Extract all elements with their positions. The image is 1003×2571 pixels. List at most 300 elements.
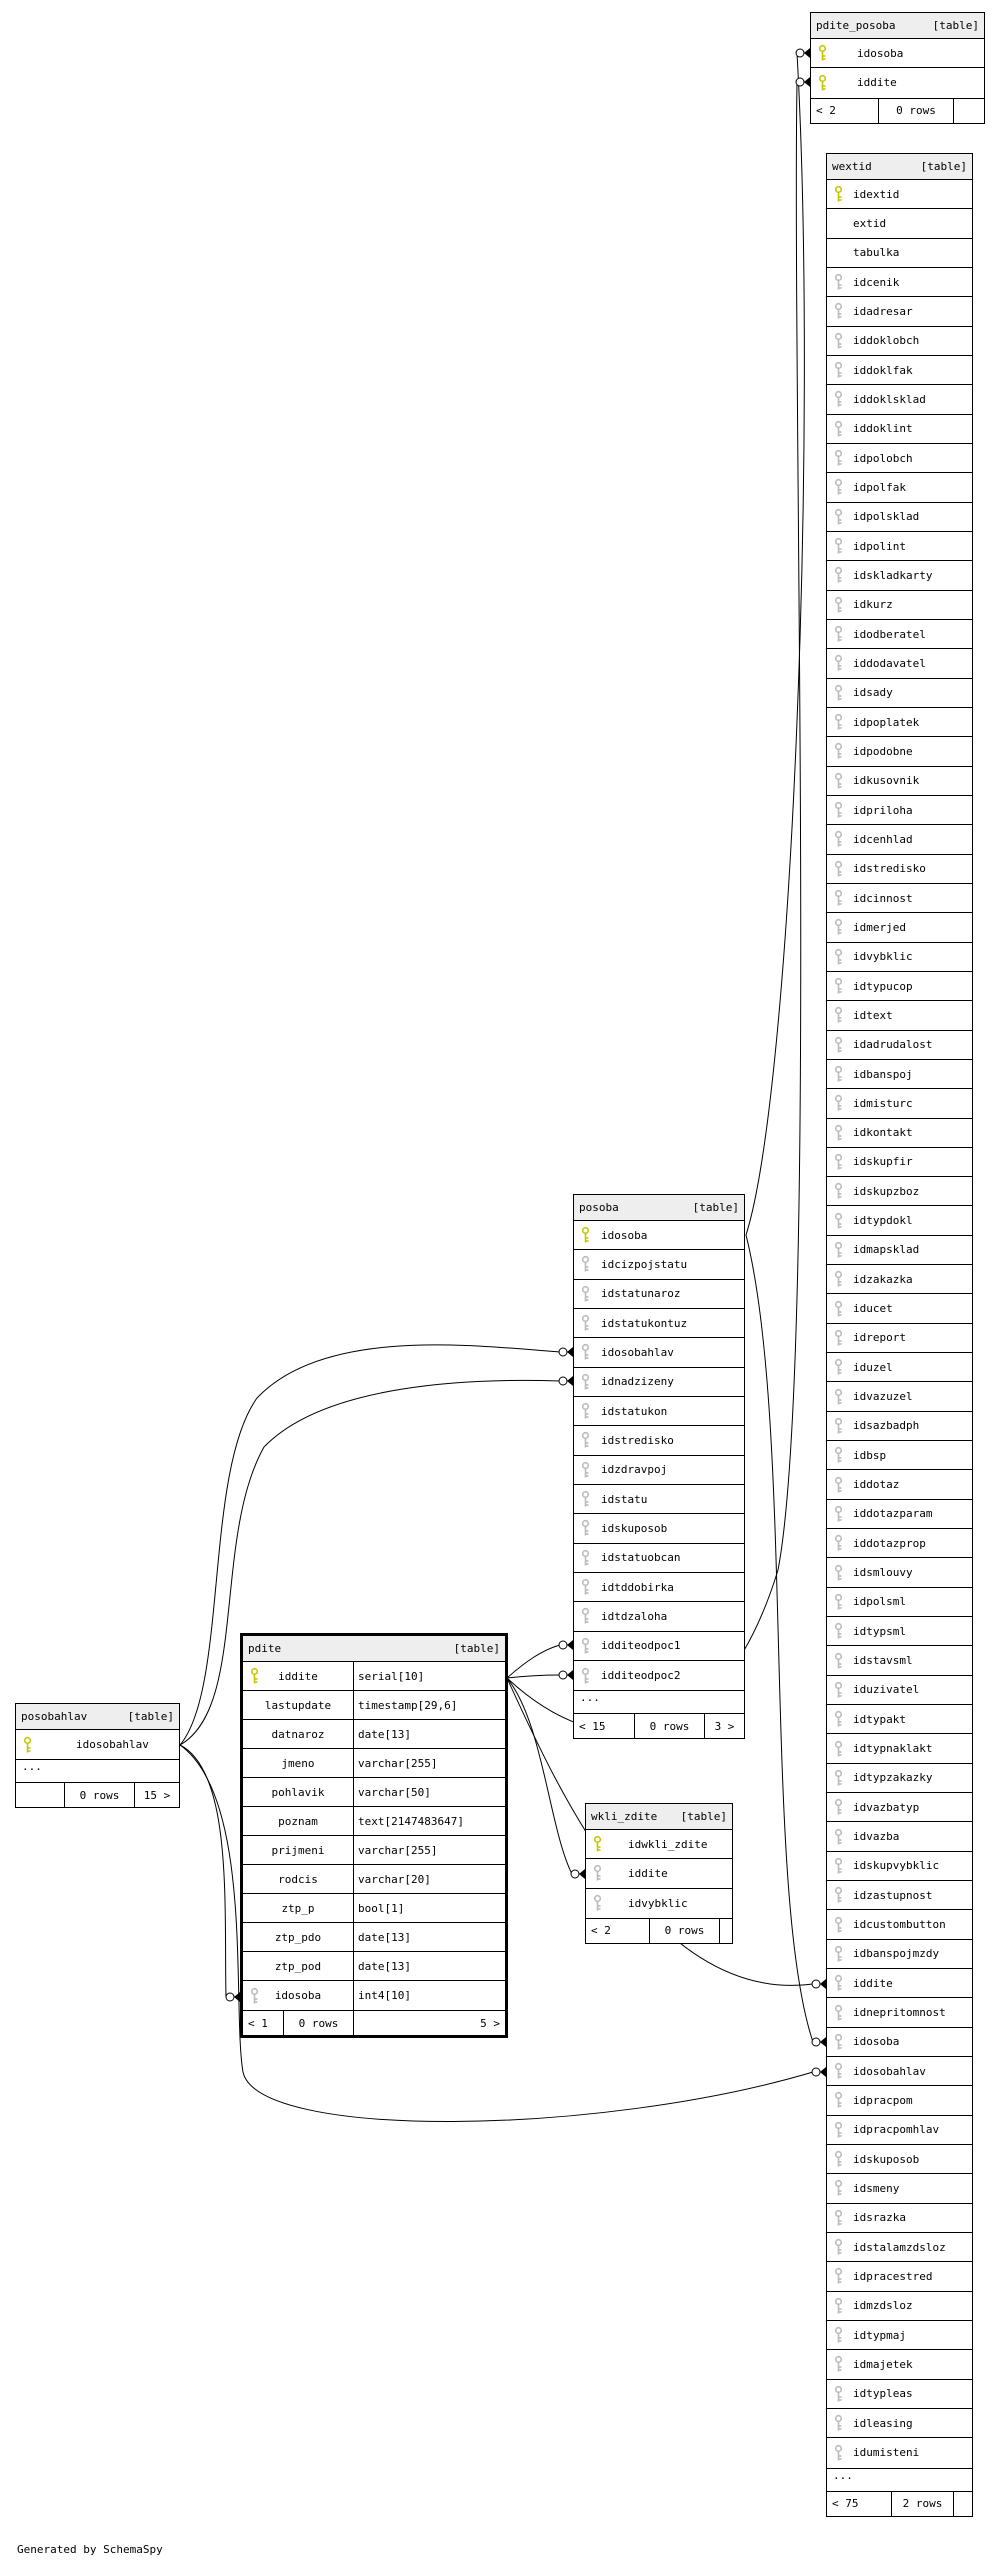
column-type: varchar[255]: [358, 1756, 438, 1770]
column-name: iddotaz: [853, 1478, 900, 1492]
column-name: idstredisko: [853, 862, 926, 876]
column-name: idskupzboz: [853, 1184, 920, 1198]
column-list: [16, 1730, 179, 1759]
column-row-iddite: [827, 1969, 972, 1998]
column-name: idkurz: [853, 598, 893, 612]
column-name: idpracestred: [853, 2269, 933, 2283]
column-row-idadrudalost: [827, 1031, 972, 1060]
foreign-key-icon: [834, 919, 843, 936]
column-row-iddotazprop: [827, 1529, 972, 1558]
column-row-idmajetek: [827, 2350, 972, 2379]
column-name: idtddobirka: [601, 1580, 674, 1594]
foreign-key-icon: [834, 1828, 843, 1845]
foreign-key-icon: [834, 1887, 843, 1904]
foreign-key-icon: [834, 1447, 843, 1464]
foreign-key-icon: [834, 2415, 843, 2432]
column-name: poznam: [278, 1814, 318, 1828]
table-name: pdite: [248, 1642, 282, 1655]
foreign-key-icon: [581, 1491, 590, 1508]
column-name: idkontakt: [853, 1126, 913, 1140]
column-name: idstatukontuz: [601, 1316, 688, 1330]
column-row-jmeno: [243, 1749, 505, 1778]
primary-key-icon: [834, 186, 843, 203]
foreign-key-icon: [581, 1637, 590, 1654]
column-row-poznam: [243, 1807, 505, 1836]
paging-prev-cell: < 75: [832, 2497, 859, 2511]
foreign-key-icon: [834, 1681, 843, 1698]
column-name: ztp_p: [281, 1901, 315, 1915]
column-row-idstatuobcan: [574, 1544, 744, 1573]
column-name: idtypucop: [853, 979, 913, 993]
column-name: idbsp: [853, 1448, 887, 1462]
zero-or-one-circle: [812, 2068, 820, 2076]
foreign-key-icon: [834, 890, 843, 907]
table-footer: [811, 98, 984, 123]
foreign-key-icon: [834, 831, 843, 848]
column-row-idsmlouvy: [827, 1558, 972, 1587]
column-row-idkontakt: [827, 1119, 972, 1148]
table-footer: [16, 1782, 179, 1807]
column-row-idtypsml: [827, 1617, 972, 1646]
foreign-key-icon: [581, 1549, 590, 1566]
column-row-idvazbatyp: [827, 1793, 972, 1822]
relationship-edge-pdite-iddite_to_posoba-idditeodpoc2: [507, 1670, 573, 1680]
table-title-posobahlav[interactable]: [16, 1704, 179, 1730]
column-name: idpolfak: [853, 480, 906, 494]
column-row-rodcis: [243, 1865, 505, 1894]
paging-prev-cell: < 2: [591, 1924, 611, 1938]
column-row-idodberatel: [827, 620, 972, 649]
column-name: iduzivatel: [853, 1683, 920, 1697]
column-row-idtdzaloha: [574, 1602, 744, 1631]
foreign-key-icon: [834, 1975, 843, 1992]
paging-prev-cell: < 2: [816, 104, 836, 118]
table-footer: [586, 1918, 732, 1943]
foreign-key-icon: [834, 1505, 843, 1522]
column-name: idnepritomnost: [853, 2006, 946, 2019]
column-name: idditeodpoc2: [601, 1669, 681, 1683]
column-name: idskladkarty: [853, 568, 933, 582]
column-row-idsazbadph: [827, 1412, 972, 1441]
foreign-key-icon: [834, 1623, 843, 1640]
paging-prev-cell: [16, 1783, 64, 1807]
column-name: idtypleas: [853, 2387, 913, 2401]
column-name: idtypnaklakt: [853, 1742, 933, 1756]
column-name: idmzdsloz: [853, 2299, 913, 2313]
foreign-key-icon: [834, 2121, 843, 2138]
column-row-iduzivatel: [827, 1676, 972, 1705]
foreign-key-icon: [834, 2268, 843, 2285]
column-row-idextid: [827, 180, 972, 209]
foreign-key-icon: [834, 1153, 843, 1170]
foreign-key-icon: [834, 684, 843, 701]
column-row-idstatukontuz: [574, 1309, 744, 1338]
column-name: idzakazka: [853, 1272, 913, 1286]
column-row-idstatu: [574, 1485, 744, 1514]
table-node-wkli_zdite: [585, 1803, 733, 1944]
column-row-ztp_pdo: [243, 1923, 505, 1952]
table-name: wkli_zdite: [591, 1810, 658, 1823]
column-name: iducet: [853, 1302, 893, 1316]
column-row-idcenik: [827, 268, 972, 297]
foreign-key-icon: [834, 1417, 843, 1434]
column-name: idtypzakazky: [853, 1771, 933, 1785]
column-row-idpolobch: [827, 444, 972, 473]
primary-key-icon: [593, 1836, 602, 1853]
column-row-idmapsklad: [827, 1236, 972, 1265]
table-name: wextid: [832, 160, 872, 173]
column-name: iddoklobch: [853, 334, 920, 348]
table-title-wkli_zdite[interactable]: [586, 1804, 732, 1830]
foreign-key-icon: [834, 1359, 843, 1376]
column-name: datnaroz: [271, 1727, 325, 1741]
foreign-key-icon: [834, 1183, 843, 1200]
foreign-key-icon: [834, 1066, 843, 1083]
foreign-key-icon: [834, 2033, 843, 2050]
column-row-iddoklobch: [827, 327, 972, 356]
zero-or-one-circle: [559, 1348, 567, 1356]
foreign-key-icon: [834, 948, 843, 965]
column-row-ztp_p: [243, 1894, 505, 1923]
foreign-key-icon: [581, 1256, 590, 1273]
table-badge: [table]: [920, 160, 967, 173]
column-name: iddite: [853, 1976, 893, 1990]
column-name: idsmeny: [853, 2181, 900, 2195]
foreign-key-icon: [834, 2327, 843, 2344]
column-row-idtext: [827, 1001, 972, 1030]
foreign-key-icon: [834, 772, 843, 789]
table-node-pdite_posoba: [810, 12, 985, 124]
column-name: tabulka: [853, 246, 900, 260]
column-row-idnadzizeny: [574, 1368, 744, 1397]
table-title-pdite[interactable]: [243, 1636, 505, 1662]
foreign-key-icon: [834, 714, 843, 731]
table-node-posobahlav: [15, 1703, 180, 1808]
foreign-key-icon: [834, 479, 843, 496]
column-name: ztp_pdo: [274, 1930, 322, 1944]
column-name: idtypakt: [853, 1712, 906, 1726]
column-name: idtdzaloha: [601, 1609, 668, 1623]
column-name: idskuposob: [601, 1521, 668, 1535]
foreign-key-icon: [834, 743, 843, 760]
foreign-key-icon: [581, 1461, 590, 1478]
column-row-idstalamzdsloz: [827, 2233, 972, 2262]
row-count-cell: 0 rows: [649, 1919, 719, 1943]
column-row-idtypnaklakt: [827, 1734, 972, 1763]
column-name: idpolsklad: [853, 510, 920, 524]
table-badge: [table]: [680, 1810, 727, 1823]
column-name: idcizpojstatu: [601, 1257, 688, 1271]
column-row-idstatunaroz: [574, 1280, 744, 1309]
column-name: pohlavik: [271, 1785, 325, 1799]
column-row-idbanspojmzdy: [827, 1940, 972, 1969]
foreign-key-icon: [581, 1315, 590, 1332]
column-row-iddodavatel: [827, 649, 972, 678]
zero-or-one-circle: [796, 78, 804, 86]
paging-next-cell: [953, 2492, 972, 2516]
column-name: idosobahlav: [853, 2064, 926, 2078]
foreign-key-icon: [834, 1329, 843, 1346]
column-row-idosoba: [574, 1221, 744, 1250]
column-name: idcinnost: [853, 891, 913, 905]
foreign-key-icon: [581, 1520, 590, 1537]
foreign-key-icon: [834, 2092, 843, 2109]
column-row-idosoba: [811, 39, 984, 68]
table-badge: [table]: [453, 1642, 500, 1655]
column-row-idpodobne: [827, 737, 972, 766]
column-row-idpolsml: [827, 1588, 972, 1617]
foreign-key-icon: [834, 508, 843, 525]
foreign-key-icon: [834, 362, 843, 379]
foreign-key-icon: [834, 860, 843, 877]
table-footer: [243, 2010, 505, 2035]
column-row-idbanspoj: [827, 1060, 972, 1089]
column-row-idnepritomnost: [827, 1998, 972, 2027]
column-name: iddotazprop: [853, 1536, 926, 1550]
column-name: idosoba: [857, 46, 904, 60]
foreign-key-icon: [834, 802, 843, 819]
column-row-idmzdsloz: [827, 2292, 972, 2321]
column-row-tabulka: [827, 239, 972, 268]
paging-next-cell: 15 >: [134, 1783, 179, 1807]
column-name: idosoba: [274, 1989, 322, 2002]
foreign-key-icon: [834, 391, 843, 408]
table-badge: [table]: [692, 1201, 739, 1214]
foreign-key-icon: [834, 2444, 843, 2461]
table-title-posoba[interactable]: [574, 1195, 744, 1221]
column-row-idstavsml: [827, 1646, 972, 1675]
foreign-key-icon: [581, 1579, 590, 1596]
column-name: idcustombutton: [853, 1918, 946, 1932]
column-name: idpolsml: [853, 1595, 906, 1609]
column-name: idreport: [853, 1331, 906, 1345]
column-name: idpoplatek: [853, 715, 920, 729]
relationship-edge-posoba-idosoba_to_wextid-idosoba: [746, 1235, 826, 2047]
column-row-idcustombutton: [827, 1910, 972, 1939]
column-name: idpracpom: [853, 2093, 913, 2107]
column-row-idpracpomhlav: [827, 2116, 972, 2145]
primary-key-icon: [818, 74, 827, 91]
column-row-idmisturc: [827, 1089, 972, 1118]
column-row-extid: [827, 209, 972, 238]
column-name: extid: [853, 216, 887, 230]
column-name: idsmlouvy: [853, 1566, 913, 1580]
column-name: iddoklint: [853, 422, 913, 436]
foreign-key-icon: [834, 450, 843, 467]
column-name: idumisteni: [853, 2446, 920, 2460]
more-columns-ellipsis: ...: [827, 2468, 972, 2491]
column-row-iddoklint: [827, 415, 972, 444]
column-row-iducet: [827, 1294, 972, 1323]
column-name: idwkli_zdite: [628, 1837, 708, 1851]
column-name: idpracpomhlav: [853, 2123, 940, 2137]
column-name: idpolint: [853, 539, 906, 553]
row-count-cell: 0 rows: [634, 1714, 704, 1738]
column-name: idextid: [853, 187, 900, 201]
column-row-idskupzboz: [827, 1177, 972, 1206]
table-footer: [574, 1713, 744, 1738]
column-row-idadresar: [827, 297, 972, 326]
column-row-iddotaz: [827, 1470, 972, 1499]
column-name: jmeno: [281, 1756, 315, 1770]
paging-next-cell: 3 >: [704, 1714, 744, 1738]
column-row-ztp_pod: [243, 1952, 505, 1981]
column-name: idmerjed: [853, 920, 906, 934]
foreign-key-icon: [834, 1007, 843, 1024]
column-row-idpracestred: [827, 2262, 972, 2291]
column-type: date[13]: [358, 1959, 411, 1973]
paging-prev-cell: < 15: [579, 1719, 606, 1733]
generated-by-note: Generated by SchemaSpy: [17, 2543, 163, 2556]
column-row-iddoklfak: [827, 356, 972, 385]
foreign-key-icon: [593, 1895, 602, 1912]
column-row-idwkli_zdite: [586, 1830, 732, 1859]
column-name: idvybklic: [628, 1896, 688, 1910]
column-type: text[2147483647]: [358, 1814, 464, 1828]
row-count-cell: 2 rows: [891, 2492, 953, 2516]
table-node-wextid: [826, 153, 973, 2517]
foreign-key-icon: [834, 1241, 843, 1258]
foreign-key-icon: [834, 1212, 843, 1229]
column-name: iddoklsklad: [853, 392, 926, 406]
column-type: varchar[255]: [358, 1843, 438, 1857]
column-name: iddite: [857, 76, 897, 90]
column-row-idpolfak: [827, 473, 972, 502]
table-name: pdite_posoba: [816, 19, 896, 32]
column-name: idnadzizeny: [601, 1375, 674, 1389]
column-row-idpolsklad: [827, 503, 972, 532]
foreign-key-icon: [834, 1799, 843, 1816]
column-name: iddite: [278, 1669, 318, 1683]
column-row-idpolint: [827, 532, 972, 561]
column-name: idskupfir: [853, 1155, 913, 1169]
column-name: idvazba: [853, 1830, 900, 1844]
column-row-idstredisko: [827, 855, 972, 884]
column-row-idpracpom: [827, 2086, 972, 2115]
foreign-key-icon: [834, 1388, 843, 1405]
foreign-key-icon: [834, 1711, 843, 1728]
column-name: idadrudalost: [853, 1038, 933, 1052]
column-row-idreport: [827, 1324, 972, 1353]
column-row-idcinnost: [827, 884, 972, 913]
column-name: idvazbatyp: [853, 1800, 920, 1814]
foreign-key-icon: [834, 1916, 843, 1933]
zero-or-one-circle: [812, 2038, 820, 2046]
column-name: idsazbadph: [853, 1419, 920, 1433]
foreign-key-icon: [834, 1271, 843, 1288]
column-row-iddite: [586, 1859, 732, 1888]
foreign-key-icon: [834, 655, 843, 672]
foreign-key-icon: [581, 1373, 590, 1390]
zero-or-one-circle: [796, 49, 804, 57]
table-node-pdite: [240, 1633, 508, 2038]
column-name: idleasing: [853, 2416, 913, 2430]
column-name: idvybklic: [853, 950, 913, 964]
column-row-idskuposob: [827, 2145, 972, 2174]
foreign-key-icon: [834, 626, 843, 643]
column-row-idzastupnost: [827, 1881, 972, 1910]
foreign-key-icon: [834, 1476, 843, 1493]
column-row-idtypakt: [827, 1705, 972, 1734]
column-name: idosobahlav: [601, 1345, 674, 1359]
paging-next-cell: 5 >: [353, 2011, 505, 2035]
column-row-idosoba: [243, 1981, 505, 2010]
table-title-wextid[interactable]: [827, 154, 972, 180]
column-row-iduzel: [827, 1353, 972, 1382]
column-row-idmerjed: [827, 913, 972, 942]
column-row-idbsp: [827, 1441, 972, 1470]
column-row-idosobahlav: [16, 1730, 179, 1759]
foreign-key-icon: [250, 1987, 259, 2004]
column-name: idditeodpoc1: [601, 1639, 681, 1653]
column-type: varchar[20]: [358, 1872, 431, 1886]
column-name: idzdravpoj: [601, 1463, 668, 1477]
column-name: idzastupnost: [853, 1888, 933, 1902]
column-name: prijmeni: [271, 1843, 325, 1857]
column-name: idpriloha: [853, 803, 913, 817]
column-row-idsmeny: [827, 2174, 972, 2203]
foreign-key-icon: [834, 2209, 843, 2226]
column-list: [811, 39, 984, 98]
foreign-key-icon: [834, 274, 843, 291]
column-name: idstatunaroz: [601, 1287, 681, 1301]
column-row-idskupfir: [827, 1148, 972, 1177]
column-list: [243, 1662, 505, 2010]
column-row-idvazuzel: [827, 1382, 972, 1411]
foreign-key-icon: [834, 2063, 843, 2080]
table-title-pdite_posoba[interactable]: [811, 13, 984, 39]
column-row-prijmeni: [243, 1836, 505, 1865]
column-row-datnaroz: [243, 1720, 505, 1749]
column-type: bool[1]: [358, 1901, 405, 1915]
column-row-idzdravpoj: [574, 1456, 744, 1485]
column-row-idpriloha: [827, 796, 972, 825]
foreign-key-icon: [581, 1403, 590, 1420]
foreign-key-icon: [834, 2239, 843, 2256]
column-type: int4[10]: [358, 1989, 411, 2002]
more-columns-ellipsis: ...: [16, 1759, 179, 1782]
column-row-idtypleas: [827, 2380, 972, 2409]
column-name: rodcis: [278, 1872, 318, 1886]
column-row-idvybklic: [586, 1889, 732, 1918]
column-row-idstatukon: [574, 1397, 744, 1426]
column-name: idstatuobcan: [601, 1551, 681, 1565]
column-row-idtypmaj: [827, 2321, 972, 2350]
foreign-key-icon: [834, 332, 843, 349]
foreign-key-icon: [834, 303, 843, 320]
column-row-idkurz: [827, 591, 972, 620]
primary-key-icon: [250, 1668, 259, 1685]
column-name: idcenhlad: [853, 832, 913, 846]
column-row-idditeodpoc1: [574, 1632, 744, 1661]
column-list: [586, 1830, 732, 1918]
column-type: serial[10]: [358, 1669, 425, 1683]
column-name: idosoba: [853, 2035, 900, 2049]
foreign-key-icon: [834, 2297, 843, 2314]
column-row-idcenhlad: [827, 825, 972, 854]
column-row-idtypzakazky: [827, 1764, 972, 1793]
foreign-key-icon: [834, 2151, 843, 2168]
column-name: iddoklfak: [853, 363, 913, 377]
foreign-key-icon: [834, 420, 843, 437]
column-row-idvybklic: [827, 943, 972, 972]
zero-or-one-circle: [559, 1641, 567, 1649]
foreign-key-icon: [581, 1344, 590, 1361]
column-name: idkusovnik: [853, 774, 920, 788]
column-row-idleasing: [827, 2409, 972, 2438]
column-name: idstatu: [601, 1492, 648, 1506]
table-badge: [table]: [932, 19, 979, 32]
